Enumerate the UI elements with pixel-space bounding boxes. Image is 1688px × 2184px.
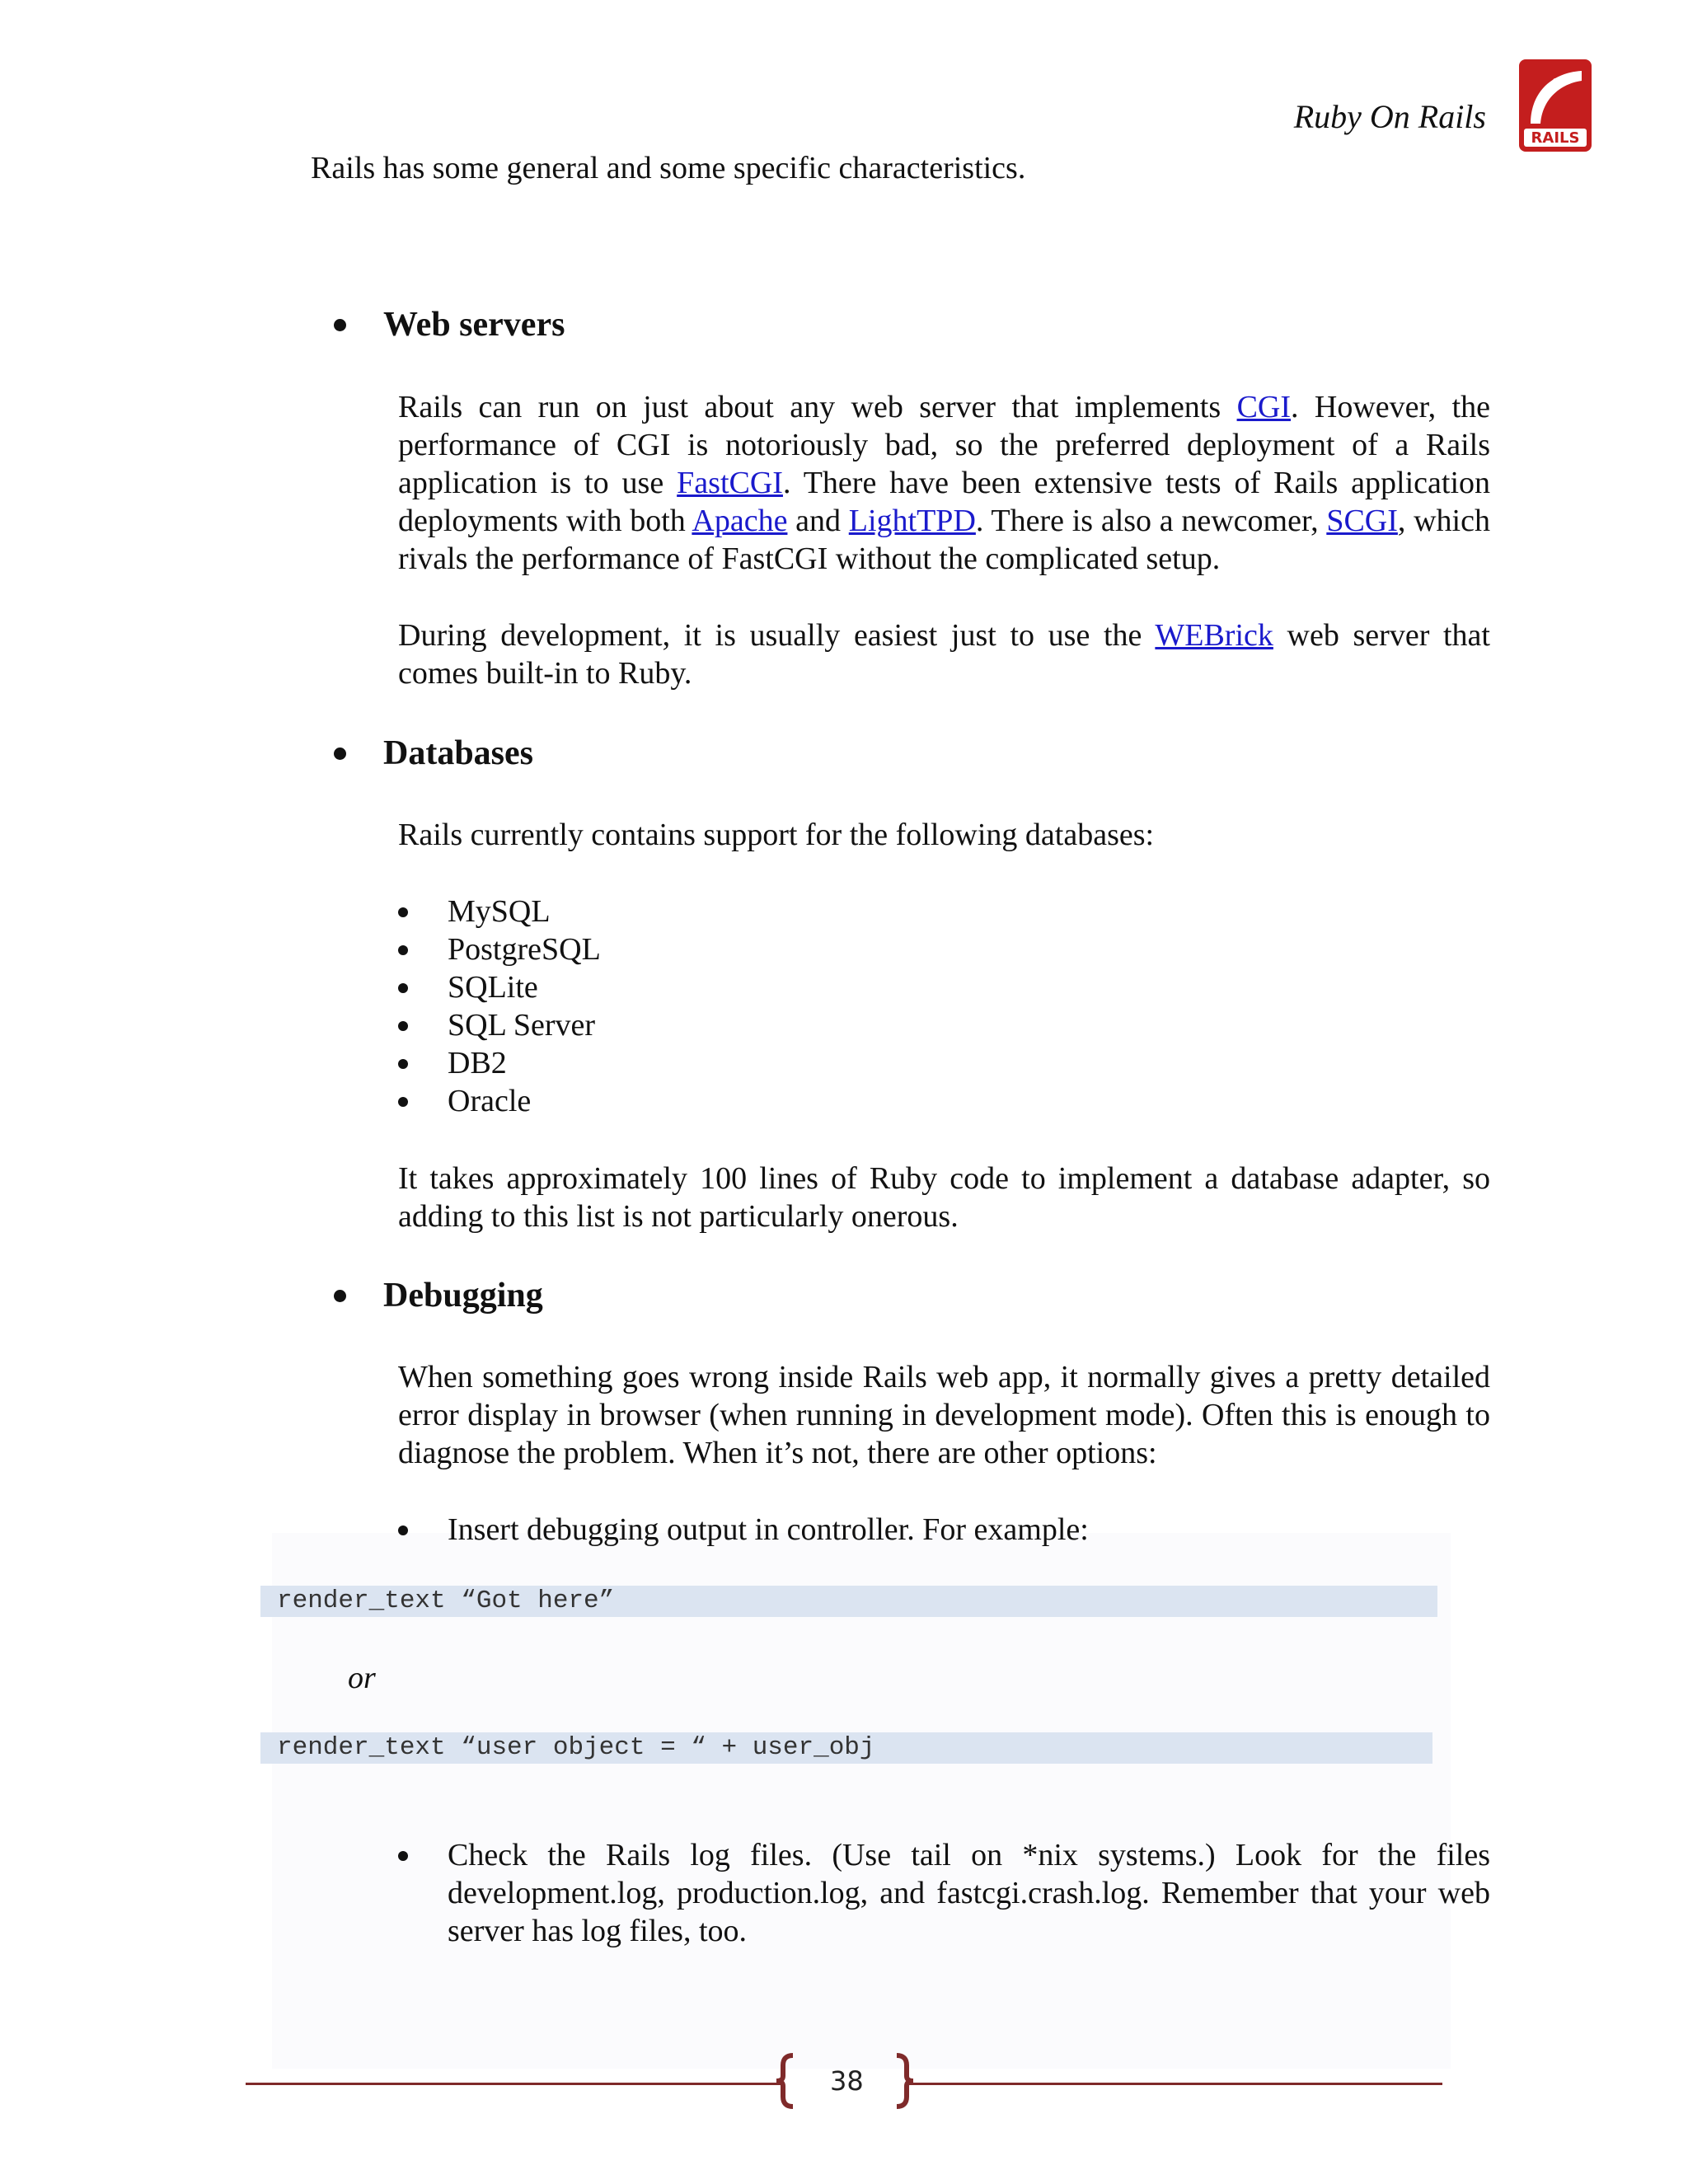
or-separator: or xyxy=(348,1661,376,1695)
link-cgi[interactable]: CGI xyxy=(1236,390,1292,424)
adapter-paragraph: It takes approximately 100 lines of Ruby code to implement a database adapter, so adding to this list is not particularly onerous. xyxy=(398,1161,1490,1234)
bullet-icon xyxy=(398,1059,408,1069)
databases-intro: Rails currently contains support for the following databases: xyxy=(398,818,1155,852)
bullet-icon xyxy=(398,907,408,917)
bullet-icon xyxy=(398,1526,408,1535)
text-run: , which rivals the performance of FastCGI without the complicated setup. xyxy=(398,504,1490,576)
section-title: Web servers xyxy=(383,306,565,344)
list-item xyxy=(398,1836,1490,1950)
link-lighttpd[interactable]: LightTPD xyxy=(848,504,976,538)
section-heading-web-servers xyxy=(334,305,565,344)
code-block-1: render_text “Got here” xyxy=(260,1586,1437,1617)
running-header-title: Ruby On Rails xyxy=(1293,98,1486,135)
section-title: Debugging xyxy=(383,1277,543,1315)
section-heading-debugging xyxy=(334,1276,543,1315)
bullet-icon xyxy=(334,319,346,331)
list-item xyxy=(398,1006,601,1044)
list-item xyxy=(398,1082,601,1120)
bullet-icon xyxy=(334,748,346,760)
bullet-icon xyxy=(398,1021,408,1031)
list-item-label: Insert debugging output in controller. For example: xyxy=(448,1512,1089,1547)
list-item-label: SQL Server xyxy=(448,1008,596,1043)
text-run: and xyxy=(787,504,849,538)
list-item-label: Check the Rails log files. (Use tail on *nix systems.) Look for the files development.log, production.log, and fastcgi.crash.log. Remember that your web server has log files, too. xyxy=(448,1838,1490,1948)
debugging-paragraph: When something goes wrong inside Rails web app, it normally gives a pretty detailed error display in browser (when running in development mode). Often this is enough to diagnose the problem. When it’s not, there are other options: xyxy=(398,1360,1490,1470)
list-item xyxy=(398,968,601,1006)
bullet-icon xyxy=(398,945,408,955)
list-item xyxy=(398,1511,1089,1549)
bullet-icon xyxy=(398,1851,408,1861)
link-scgi[interactable]: SCGI xyxy=(1326,504,1398,538)
list-item xyxy=(398,1044,601,1082)
section-heading-databases xyxy=(334,733,533,773)
text-run: During development, it is usually easiest just to use the xyxy=(398,618,1156,653)
text-run: . However, the performance of CGI is notoriously bad, so the preferred deployment of a Rails application is to use xyxy=(398,390,1490,500)
list-item-label: PostgreSQL xyxy=(448,932,601,967)
list-item-label: SQLite xyxy=(448,970,538,1005)
page-number: 38 xyxy=(830,2065,864,2097)
web-servers-paragraph xyxy=(398,388,1490,578)
list-item xyxy=(398,893,601,930)
list-item-label: DB2 xyxy=(448,1046,507,1080)
code-block-2: render_text “user object = “ + user_obj xyxy=(260,1732,1432,1764)
text-run: . There have been extensive tests of Rails application deployments with both xyxy=(398,466,1490,538)
webrick-paragraph xyxy=(398,616,1490,692)
intro-text: Rails has some general and some specific characteristics. xyxy=(311,151,1026,185)
database-list xyxy=(398,893,601,1120)
bullet-icon xyxy=(398,1097,408,1107)
debug-list-1 xyxy=(398,1511,1089,1549)
list-item xyxy=(398,930,601,968)
bullet-icon xyxy=(334,1290,346,1302)
rails-logo-icon xyxy=(1519,59,1592,152)
text-run: Rails can run on just about any web server that implements xyxy=(398,390,1237,424)
list-item-label: Oracle xyxy=(448,1084,532,1118)
bullet-icon xyxy=(398,983,408,993)
footer-rule-right xyxy=(905,2083,1442,2085)
debug-list-2 xyxy=(398,1836,1490,1950)
link-apache[interactable]: Apache xyxy=(692,504,788,538)
link-webrick[interactable]: WEBrick xyxy=(1155,618,1273,653)
list-item-label: MySQL xyxy=(448,894,551,929)
section-title: Databases xyxy=(383,734,534,772)
text-run: . There is also a newcomer, xyxy=(975,504,1327,538)
footer-rule-left xyxy=(246,2083,783,2085)
logo-lettering: RAILS xyxy=(1531,129,1580,147)
link-fastcgi[interactable]: FastCGI xyxy=(677,466,783,500)
text-run: web server that comes built-in to Ruby. xyxy=(398,618,1490,691)
